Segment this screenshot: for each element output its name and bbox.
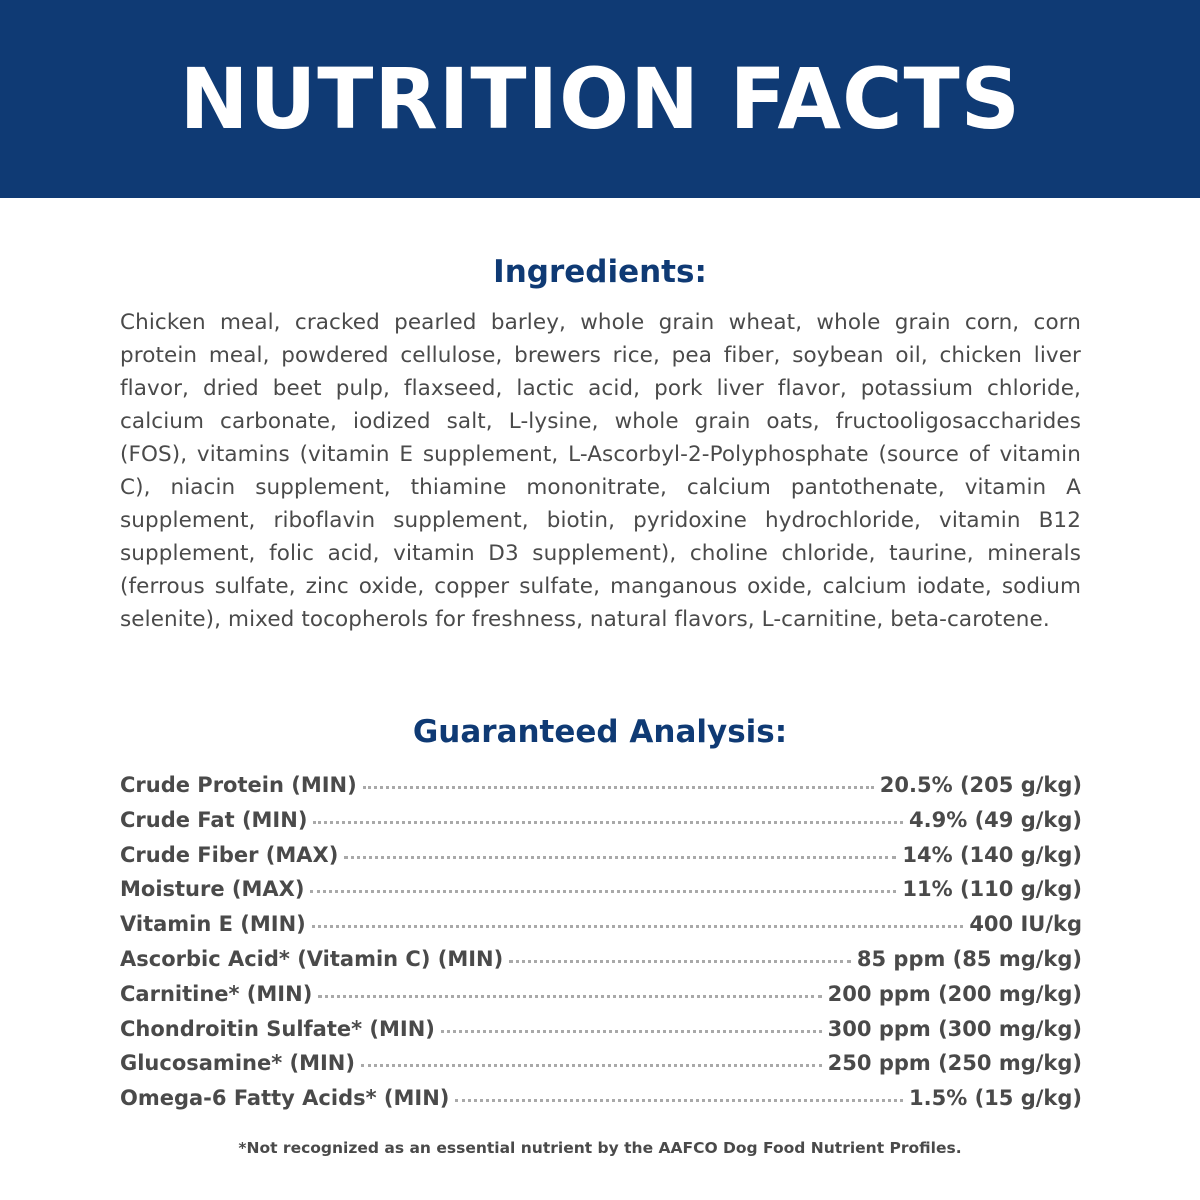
dot-leader (455, 1099, 903, 1102)
ingredients-heading: Ingredients: (493, 254, 707, 290)
footnote: *Not recognized as an essential nutrient by the AAFCO Dog Food Nutrient Profiles. (238, 1139, 962, 1157)
analysis-row (120, 808, 1082, 843)
dot-leader (310, 890, 896, 893)
ingredients-text: Chicken meal, cracked pearled barley, whole grain wheat, whole grain corn, corn protein meal, powdered cellulose, brewers rice, pea fiber, soybean oil, chicken liver flavor, dried beet pulp, flaxseed, lactic acid, pork liver flavor, potassium chloride, calcium carbonate, iodized salt, L-lysine, whole grain oats, fructooligosaccharides (FOS), vitamins (vitamin E supplement, L-Ascorbyl-2-Polyphosphate (source of vitamin C), niacin supplement, thiamine mononitrate, calcium pantothenate, vitamin A supplement, riboflavin supplement, biotin, pyridoxine hydrochloride, vitamin B12 supplement, folic acid, vitamin D3 supplement), choline chloride, taurine, minerals (ferrous sulfate, zinc oxide, copper sulfate, manganous oxide, calcium iodate, sodium selenite), mixed tocopherols for freshness, natural flavors, L-carnitine, beta-carotene. (120, 310, 1081, 632)
nutrient-value: 250 ppm (250 mg/kg) (827, 1051, 1082, 1076)
nutrient-label: Carnitine* (MIN) (120, 981, 313, 1006)
nutrient-label: Crude Protein (MIN) (120, 773, 357, 797)
nutrient-label: Glucosamine* (MIN) (120, 1051, 355, 1076)
dot-leader (363, 786, 874, 789)
analysis-row (120, 982, 1082, 1017)
nutrient-value: 4.9% (49 g/kg) (909, 807, 1082, 832)
nutrient-label: Vitamin E (MIN) (120, 912, 306, 937)
dot-leader (361, 1064, 822, 1067)
analysis-row (120, 1051, 1082, 1086)
nutrient-value: 1.5% (15 g/kg) (909, 1086, 1082, 1111)
page-title: NUTRITION FACTS (179, 50, 1021, 148)
nutrient-label: Crude Fiber (MAX) (120, 842, 339, 867)
nutrient-value: 300 ppm (300 mg/kg) (827, 1016, 1082, 1041)
guaranteed-analysis-list (120, 773, 1082, 1121)
analysis-row (120, 912, 1082, 947)
nutrient-value: 400 IU/kg (969, 912, 1082, 937)
nutrient-label: Crude Fat (MIN) (120, 807, 308, 832)
nutrient-value: 14% (140 g/kg) (902, 842, 1082, 867)
dot-leader (318, 995, 821, 998)
guaranteed-analysis-heading: Guaranteed Analysis: (412, 714, 788, 750)
analysis-row (120, 773, 1082, 808)
nutrient-value: 85 ppm (85 mg/kg) (856, 946, 1082, 971)
dot-leader (509, 960, 851, 963)
dot-leader (312, 925, 964, 928)
nutrient-label: Ascorbic Acid* (Vitamin C) (MIN) (120, 946, 504, 971)
nutrient-value: 11% (110 g/kg) (902, 877, 1082, 902)
nutrient-label: Omega-6 Fatty Acids* (MIN) (120, 1086, 450, 1111)
nutrient-label: Chondroitin Sulfate* (MIN) (120, 1016, 435, 1041)
analysis-row (120, 1017, 1082, 1052)
dot-leader (441, 1030, 822, 1033)
analysis-row (120, 947, 1082, 982)
header-banner (0, 0, 1200, 198)
analysis-row (120, 1086, 1082, 1121)
nutrient-value: 20.5% (205 g/kg) (879, 773, 1082, 797)
dot-leader (313, 821, 903, 824)
nutrient-label: Moisture (MAX) (120, 877, 305, 902)
nutrient-value: 200 ppm (200 mg/kg) (827, 981, 1082, 1006)
dot-leader (344, 856, 896, 859)
analysis-row (120, 877, 1082, 912)
analysis-row (120, 843, 1082, 878)
